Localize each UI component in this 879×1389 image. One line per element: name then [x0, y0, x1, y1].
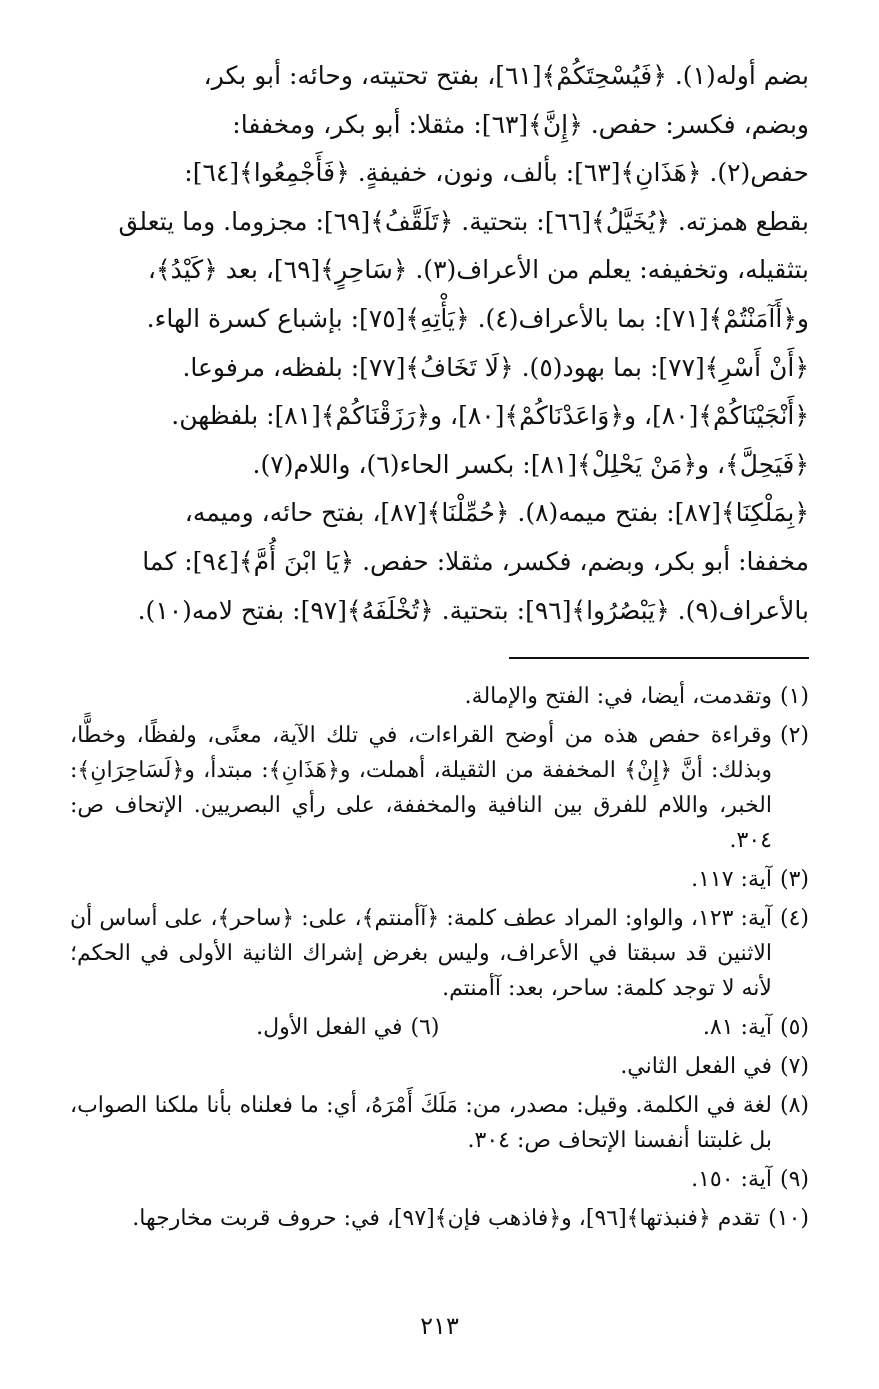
footnote-text: في الفعل الأول.: [256, 1015, 403, 1041]
footnote: [70, 679, 809, 714]
footnote-text: آية: ٨١.: [702, 1015, 772, 1041]
text-line: ﴿فَيَحِلَّ﴾، و﴿مَنْ يَحْلِلْ﴾[٨١]: بكسر الحاء(٦)، واللام(٧).: [252, 449, 809, 479]
text-line: بضم أوله(١). ﴿فَيُسْحِتَكُمْ﴾[٦١]، بفتح تحتيته، وحائه: أبو بكر،: [203, 61, 809, 90]
text-line: ﴿أَنْ أَسْرِ﴾[٧٧]: بما بهود(٥). ﴿لَا تَخَافُ﴾[٧٧]: بلفظه، مرفوعا.: [182, 352, 809, 382]
footnote-text: لغة في الكلمة. وقيل: مصدر، من: مَلَكَ أَمْرَهُ، أي: ما فعلناه بأنا ملكنا الصواب، بل غلبتنا أنفسنا الإتحاف ص: ٣٠٤.: [70, 1093, 772, 1154]
text-line: مخففا: أبو بكر، وبضم، فكسر، مثقلا: حفص. ﴿يَا ابْنَ أُمَّ﴾[٩٤]: كما: [142, 546, 809, 576]
footnote-text: في الفعل الثاني.: [620, 1054, 772, 1080]
footnote-mark: (٣): [779, 867, 809, 893]
footnote: [70, 1010, 440, 1045]
text-line: حفص(٢). ﴿هَذَانِ﴾[٦٣]: بألف، ونون، خفيفةٍ. ﴿فَأَجْمِعُوا﴾[٦٤]:: [184, 158, 809, 188]
footnote: [70, 1162, 809, 1197]
footnote-text: وتقدمت، أيضا، في: الفتح والإمالة.: [464, 684, 772, 710]
text-line: ﴿أَنْجَيْنَاكُمْ﴾[٨٠]، و﴿وَاعَدْنَاكُمْ﴾[٨٠]، و﴿رَزَقْنَاكُمْ﴾[٨١]: بلفظهن.: [171, 401, 809, 431]
footnote-text: آية: ١٢٣، والواو: المراد عطف كلمة: ﴿آأمنتم﴾، على: ﴿ساحر﴾، على أساس أن الاثنين قد سبقتا في الأعراف، وليس بغرض إشراك الثانية الأولى في الحكم؛ لأنه لا توجد كلمة: ساحر، بعد: آأمنتم.: [70, 906, 772, 1002]
footnote-mark: (٧): [779, 1054, 809, 1080]
footnote: [440, 1010, 810, 1045]
footnote-mark: (١): [779, 684, 809, 710]
footnote: [70, 1088, 809, 1158]
text-line: بقطع همزته. ﴿يُخَيَّلُ﴾[٦٦]: بتحتية. ﴿تَلَقَّفُ﴾[٦٩]: مجزوما. وما يتعلق: [118, 206, 809, 236]
footnote: [70, 901, 809, 1006]
footnote-text: آية: ١١٧.: [691, 867, 772, 893]
footnote-mark: (٦): [410, 1015, 440, 1041]
footnotes: [70, 679, 809, 1236]
footnote-separator: [509, 657, 809, 659]
footnote: [70, 1049, 809, 1084]
text-line: وبضم، فكسر: حفص. ﴿إِنَّ﴾[٦٣]: مثقلا: أبو بكر، ومخففا:: [232, 109, 809, 139]
footnote-mark: (٤): [779, 906, 809, 932]
footnote-mark: (٥): [779, 1015, 809, 1041]
footnote-text: آية: ١٥٠.: [691, 1167, 772, 1193]
footnote-mark: (٢): [779, 723, 809, 749]
footnote-text: تقدم ﴿فنبذتها﴾[٩٦]، و﴿فاذهب فإن﴾[٩٧]، في: حروف قربت مخارجها.: [132, 1206, 761, 1232]
text-line: و﴿أَآمَنْتُمْ﴾[٧١]: بما بالأعراف(٤). ﴿يَأْتِهِ﴾[٧٥]: بإشباع كسرة الهاء.: [146, 303, 809, 333]
footnote: [70, 718, 809, 858]
text-line: ﴿بِمَلْكِنَا﴾[٨٧]: بفتح ميمه(٨). ﴿حُمِّلْنَا﴾[٨٧]، بفتح حائه، وميمه،: [184, 498, 809, 528]
footnote-mark: (٩): [779, 1167, 809, 1193]
main-text: [70, 52, 809, 635]
text-line: بالأعراف(٩). ﴿يَبْصُرُوا﴾[٩٦]: بتحتية. ﴿تُخْلَفَهُ﴾[٩٧]: بفتح لامه(١٠).: [137, 595, 809, 625]
footnote-mark: (٨): [779, 1093, 809, 1119]
text-line: بتثقيله، وتخفيفه: يعلم من الأعراف(٣). ﴿سَاحِرٍ﴾[٦٩]، بعد ﴿كَيْدُ﴾،: [147, 255, 809, 285]
footnote: [70, 1201, 809, 1236]
page-number: ٢١٣: [420, 1312, 459, 1340]
footnote: [70, 862, 809, 897]
footnote-mark: (١٠): [768, 1206, 809, 1232]
footnote-text: وقراءة حفص هذه من أوضح القراءات، في تلك الآية، معنًى، ولفظًا، وخطًّا، وبذلك: أنَّ ﴿إِنْ﴾ المخففة من الثقيلة، أهملت، و﴿هَذَانِ﴾: مبتدأ، و﴿لَسَاحِرَانِ﴾: الخبر، واللام للفرق بين النافية والمخففة، على رأي البصريين. الإتحاف ص: ٣٠٤.: [70, 723, 772, 854]
footnote-pair: [70, 1010, 809, 1049]
